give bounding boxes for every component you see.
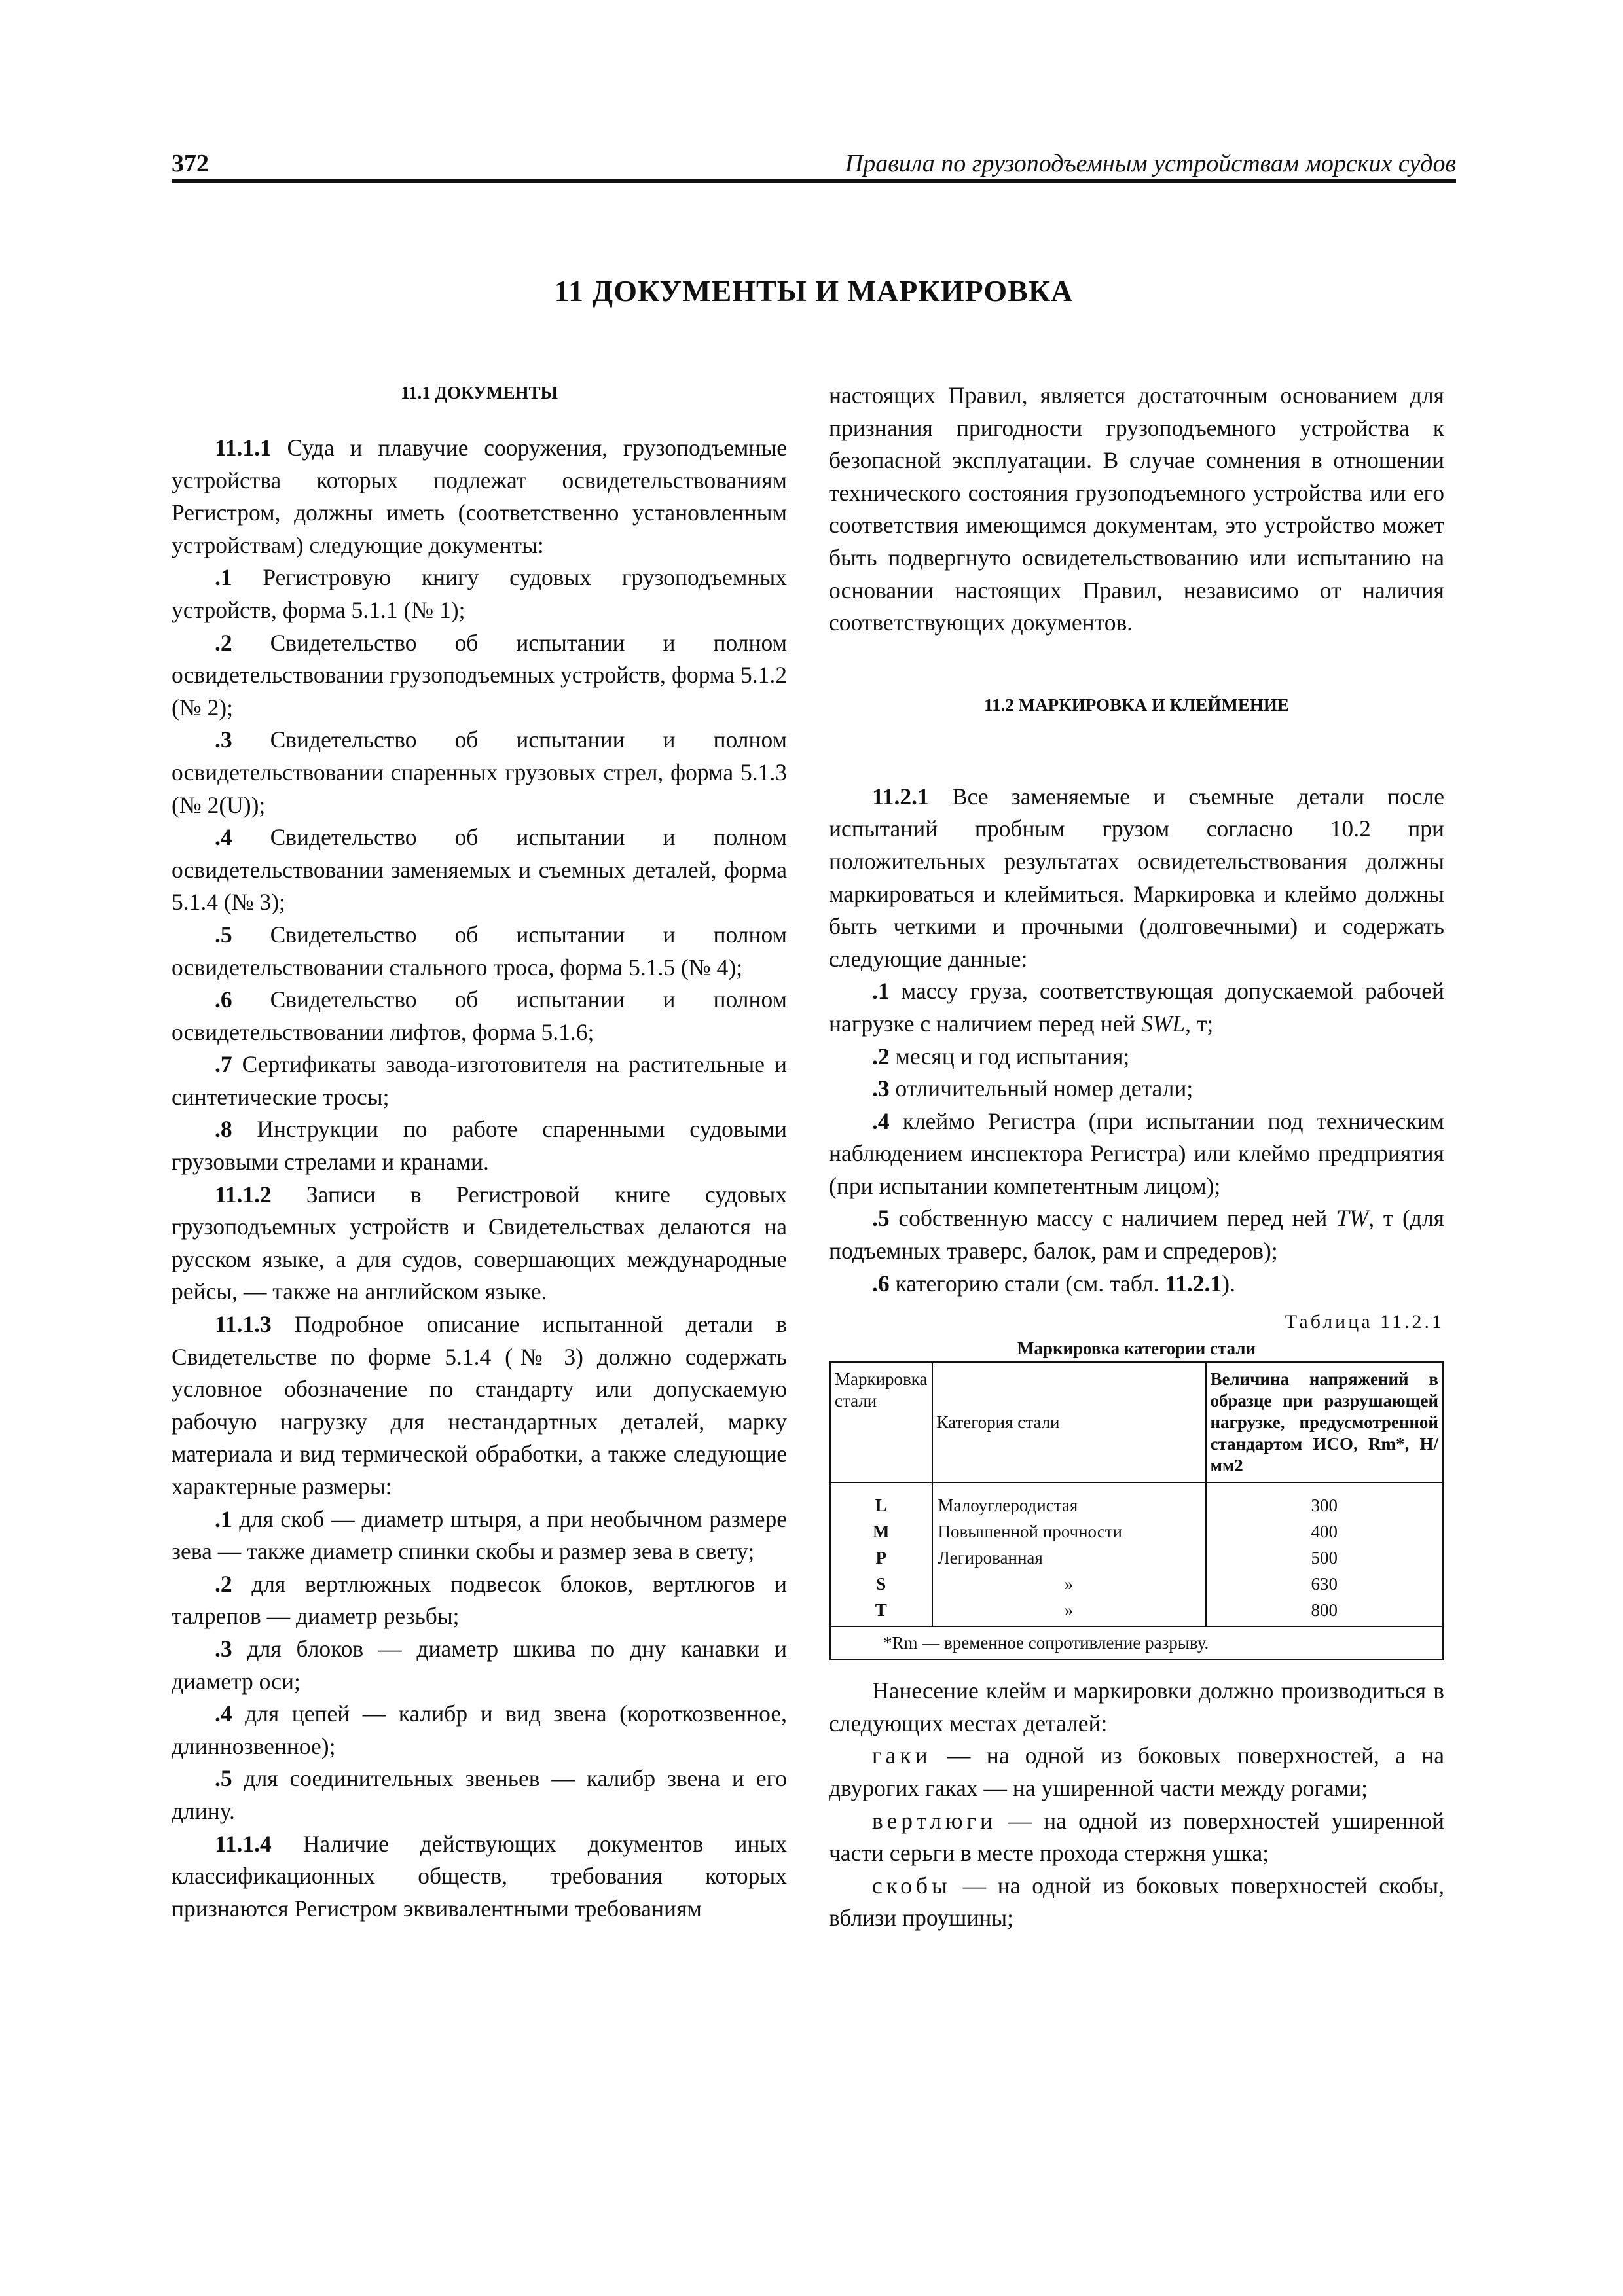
item-text: категорию стали (см. табл. [889,1270,1165,1297]
item-number: .2 [215,1570,232,1597]
list-item [172,1633,787,1698]
header-rule [172,179,1456,183]
list-item [172,562,787,626]
item-text: для цепей — калибр и вид звена (короткозвенное, длиннозвенное); [172,1700,787,1759]
list-item [829,1268,1444,1300]
paragraph-11-1-1 [172,432,787,562]
list-item [172,724,787,821]
paragraph-11-2-1 [829,781,1444,976]
item-number: .6 [215,986,232,1013]
list-item [829,1870,1444,1935]
item-number: .8 [215,1116,232,1143]
cell-mark: M [830,1518,932,1545]
clause-number: 11.1.3 [215,1311,272,1338]
cell-mark: L [830,1482,932,1518]
clause-number: 11.2.1 [872,783,929,810]
list-item [172,1113,787,1178]
item-text: клеймо Регистра (при испытании под техническим наблюдением инспектора Регистра) или клеймо предприятия (при испытании компетентным лицом); [829,1107,1444,1199]
table-row [830,1545,1444,1571]
table-row [830,1482,1444,1518]
item-text: Свидетельство об испытании и полном освидетельствовании грузоподъемных устройств, форма 5.1.2 (№ 2); [172,629,787,721]
table-header-row [830,1363,1444,1483]
item-text-tail: , т; [1185,1010,1214,1037]
item-number: .5 [215,921,232,948]
left-column [172,380,787,1925]
tw-label: TW [1336,1205,1369,1232]
swl-label: SWL [1141,1010,1186,1037]
item-number: .4 [215,1700,232,1727]
cell-mark: T [830,1597,932,1626]
paragraph-11-1-2 [172,1179,787,1308]
chapter-title: 11 ДОКУМЕНТЫ И МАРКИРОВКА [554,274,1074,308]
item-text: месяц и год испытания; [889,1043,1130,1069]
list-item [172,1698,787,1763]
item-number: .5 [872,1205,890,1232]
clause-number: 11.1.4 [215,1830,272,1857]
item-text: Свидетельство об испытании и полном освидетельствовании заменяемых и съемных деталей, форма 5.1.4 (№ 3); [172,824,787,916]
table-reference: 11.2.1 [1165,1270,1222,1297]
list-item [172,1568,787,1633]
paragraph-marking-places: Нанесение клейм и маркировки должно производиться в следующих местах деталей: [829,1677,1444,1736]
item-number: .4 [872,1107,890,1134]
paragraph-11-1-3 [172,1308,787,1503]
table-row [830,1518,1444,1545]
item-number: .2 [215,629,232,656]
item-text: для вертлюжных подвесок блоков, вертлюгов и талрепов — диаметр резьбы; [172,1570,787,1630]
cell-value: 400 [1311,1522,1338,1542]
cell-category: Повышенной прочности [932,1518,1206,1545]
item-text-tail: ). [1222,1270,1235,1297]
item-text: Свидетельство об испытании и полном освидетельствовании лифтов, форма 5.1.6; [172,986,787,1045]
list-item [172,627,787,725]
clause-text: Суда и плавучие сооружения, грузоподъемные устройства которых подлежат освидетельствованиям Регистром, должны иметь (соответственно установленным устройствам) следующие документы: [172,435,787,558]
cell-value: 800 [1311,1600,1338,1621]
item-number: .1 [215,564,232,591]
item-number: .2 [872,1043,890,1069]
cell-category: Легированная [932,1545,1206,1571]
cell-value: 300 [1311,1496,1338,1516]
item-text: — на одной из поверхностей уширенной части серьги в месте прохода стержня ушка; [829,1807,1444,1867]
item-number: .6 [872,1270,890,1297]
item-number: .1 [872,978,890,1005]
list-item [829,1105,1444,1203]
clause-text: Подробное описание испытанной детали в Свидетельстве по форме 5.1.4 (№ 3) должно содержать условное обозначение по стандарту или допускаемую рабочую нагрузку для нестандартных деталей, марку материала и вид термической обработки, а также следующие характерные размеры: [172,1311,787,1499]
right-column [829,380,1444,1935]
table-number: Таблица 11.2.1 [1285,1311,1444,1333]
item-text: — на одной из боковых поверхностей, а на двурогих гаках — на уширенной части между рогами; [829,1742,1444,1802]
list-item [172,1763,787,1827]
list-item [172,821,787,919]
running-title: Правила по грузоподъемным устройствам морских судов [845,150,1456,177]
list-item [829,1073,1444,1105]
clause-text: Записи в Регистровой книге судовых грузоподъемных устройств и Свидетельствах делаются на русском языке, а для судов, совершающих международные рейсы, — также на английском языке. [172,1181,787,1305]
section-heading-11-2: 11.2 МАРКИРОВКА И КЛЕЙМЕНИЕ [984,694,1289,715]
list-item [829,1202,1444,1267]
item-text: Сертификаты завода-изготовителя на растительные и синтетические тросы; [172,1051,787,1110]
steel-category-table [829,1361,1444,1660]
table-footnote: *Rm — временное сопротивление разрыву. [830,1626,1444,1660]
clause-text: Все заменяемые и съемные детали после испытаний пробным грузом согласно 10.2 при положительных результатах освидетельствования должны маркироваться и клеймиться. Маркировка и клеймо должны быть четкими и прочными (долговечными) и содержать следующие данные: [829,783,1444,972]
cell-mark: P [830,1545,932,1571]
header-mark: Маркировка стали [830,1363,932,1483]
cell-category: » [932,1597,1206,1626]
item-text: — на одной из боковых поверхностей скобы, вблизи проушины; [829,1872,1444,1931]
list-item [172,1049,787,1113]
term: гаки [872,1742,932,1769]
term: скобы [872,1872,951,1899]
item-text: Свидетельство об испытании и полном освидетельствовании стального троса, форма 5.1.5 (№ 4); [172,921,787,980]
item-text: отличительный номер детали; [889,1075,1194,1102]
item-text: для соединительных звеньев — калибр звена и его длину. [172,1765,787,1824]
clause-text: Наличие действующих документов иных классификационных обществ, требования которых признаются Регистром эквивалентными требованиям [172,1830,787,1922]
page-header [172,149,1456,182]
item-number: .3 [215,726,232,753]
cell-mark: S [830,1571,932,1597]
list-item [829,975,1444,1040]
table-row [830,1597,1444,1626]
item-text: Свидетельство об испытании и полном освидетельствовании спаренных грузовых стрел, форма 5.1.3 (№ 2(U)); [172,726,787,818]
item-number: .5 [215,1765,232,1792]
item-text: массу груза, соответствующая допускаемой рабочей нагрузке с наличием перед ней [829,978,1444,1037]
page-number: 372 [172,150,209,177]
cell-value: 500 [1311,1548,1338,1568]
cell-category: » [932,1571,1206,1597]
list-item [829,1740,1444,1804]
item-number: .3 [215,1635,232,1662]
table-row [830,1571,1444,1597]
item-text: собственную массу с наличием перед ней [889,1205,1336,1232]
item-text: Регистровую книгу судовых грузоподъемных устройств, форма 5.1.1 (№ 1); [172,564,787,623]
item-text: Инструкции по работе спаренными судовыми грузовыми стрелами и кранами. [172,1116,787,1175]
list-item [172,984,787,1049]
list-item [172,1503,787,1568]
list-item [829,1041,1444,1073]
item-text: для скоб — диаметр штыря, а при необычном размере зева — также диаметр спинки скобы и размер зева в свету; [172,1505,787,1565]
list-item [829,1805,1444,1870]
item-number: .4 [215,824,232,851]
header-stress: Величина напряжений в образце при разрушающей нагрузке, предусмотренной стандартом ИСО, Rm*, Н/мм2 [1206,1363,1444,1483]
list-item [172,919,787,984]
item-text: для блоков — диаметр шкива по дну канавки и диаметр оси; [172,1635,787,1695]
table-title: Маркировка категории стали [1017,1338,1256,1359]
cell-value: 630 [1311,1574,1338,1594]
term: вертлюги [872,1807,997,1834]
paragraph-11-1-4-continued: настоящих Правил, является достаточным основанием для признания пригодности грузоподъемного устройства к безопасной эксплуатации. В случае сомнения в отношении технического состояния грузоподъемного устройства или его соответствия имеющимся документам, это устройство может быть подвергнуто освидетельствованию или испытанию на основании настоящих Правил, независимо от наличия соответствующих документов. [829,382,1444,636]
item-number: .7 [215,1051,232,1078]
item-number: .1 [215,1505,232,1532]
table-note-row [830,1626,1444,1660]
item-number: .3 [872,1075,890,1102]
header-category: Категория стали [932,1363,1206,1483]
paragraph-11-1-4 [172,1828,787,1926]
cell-category: Малоуглеродистая [932,1482,1206,1518]
clause-number: 11.1.2 [215,1181,272,1208]
section-heading-11-1: 11.1 ДОКУМЕНТЫ [401,383,558,403]
item-text-tail: , т (для подъемных траверс, балок, рам и спредеров); [829,1205,1444,1265]
clause-number: 11.1.1 [215,435,272,461]
